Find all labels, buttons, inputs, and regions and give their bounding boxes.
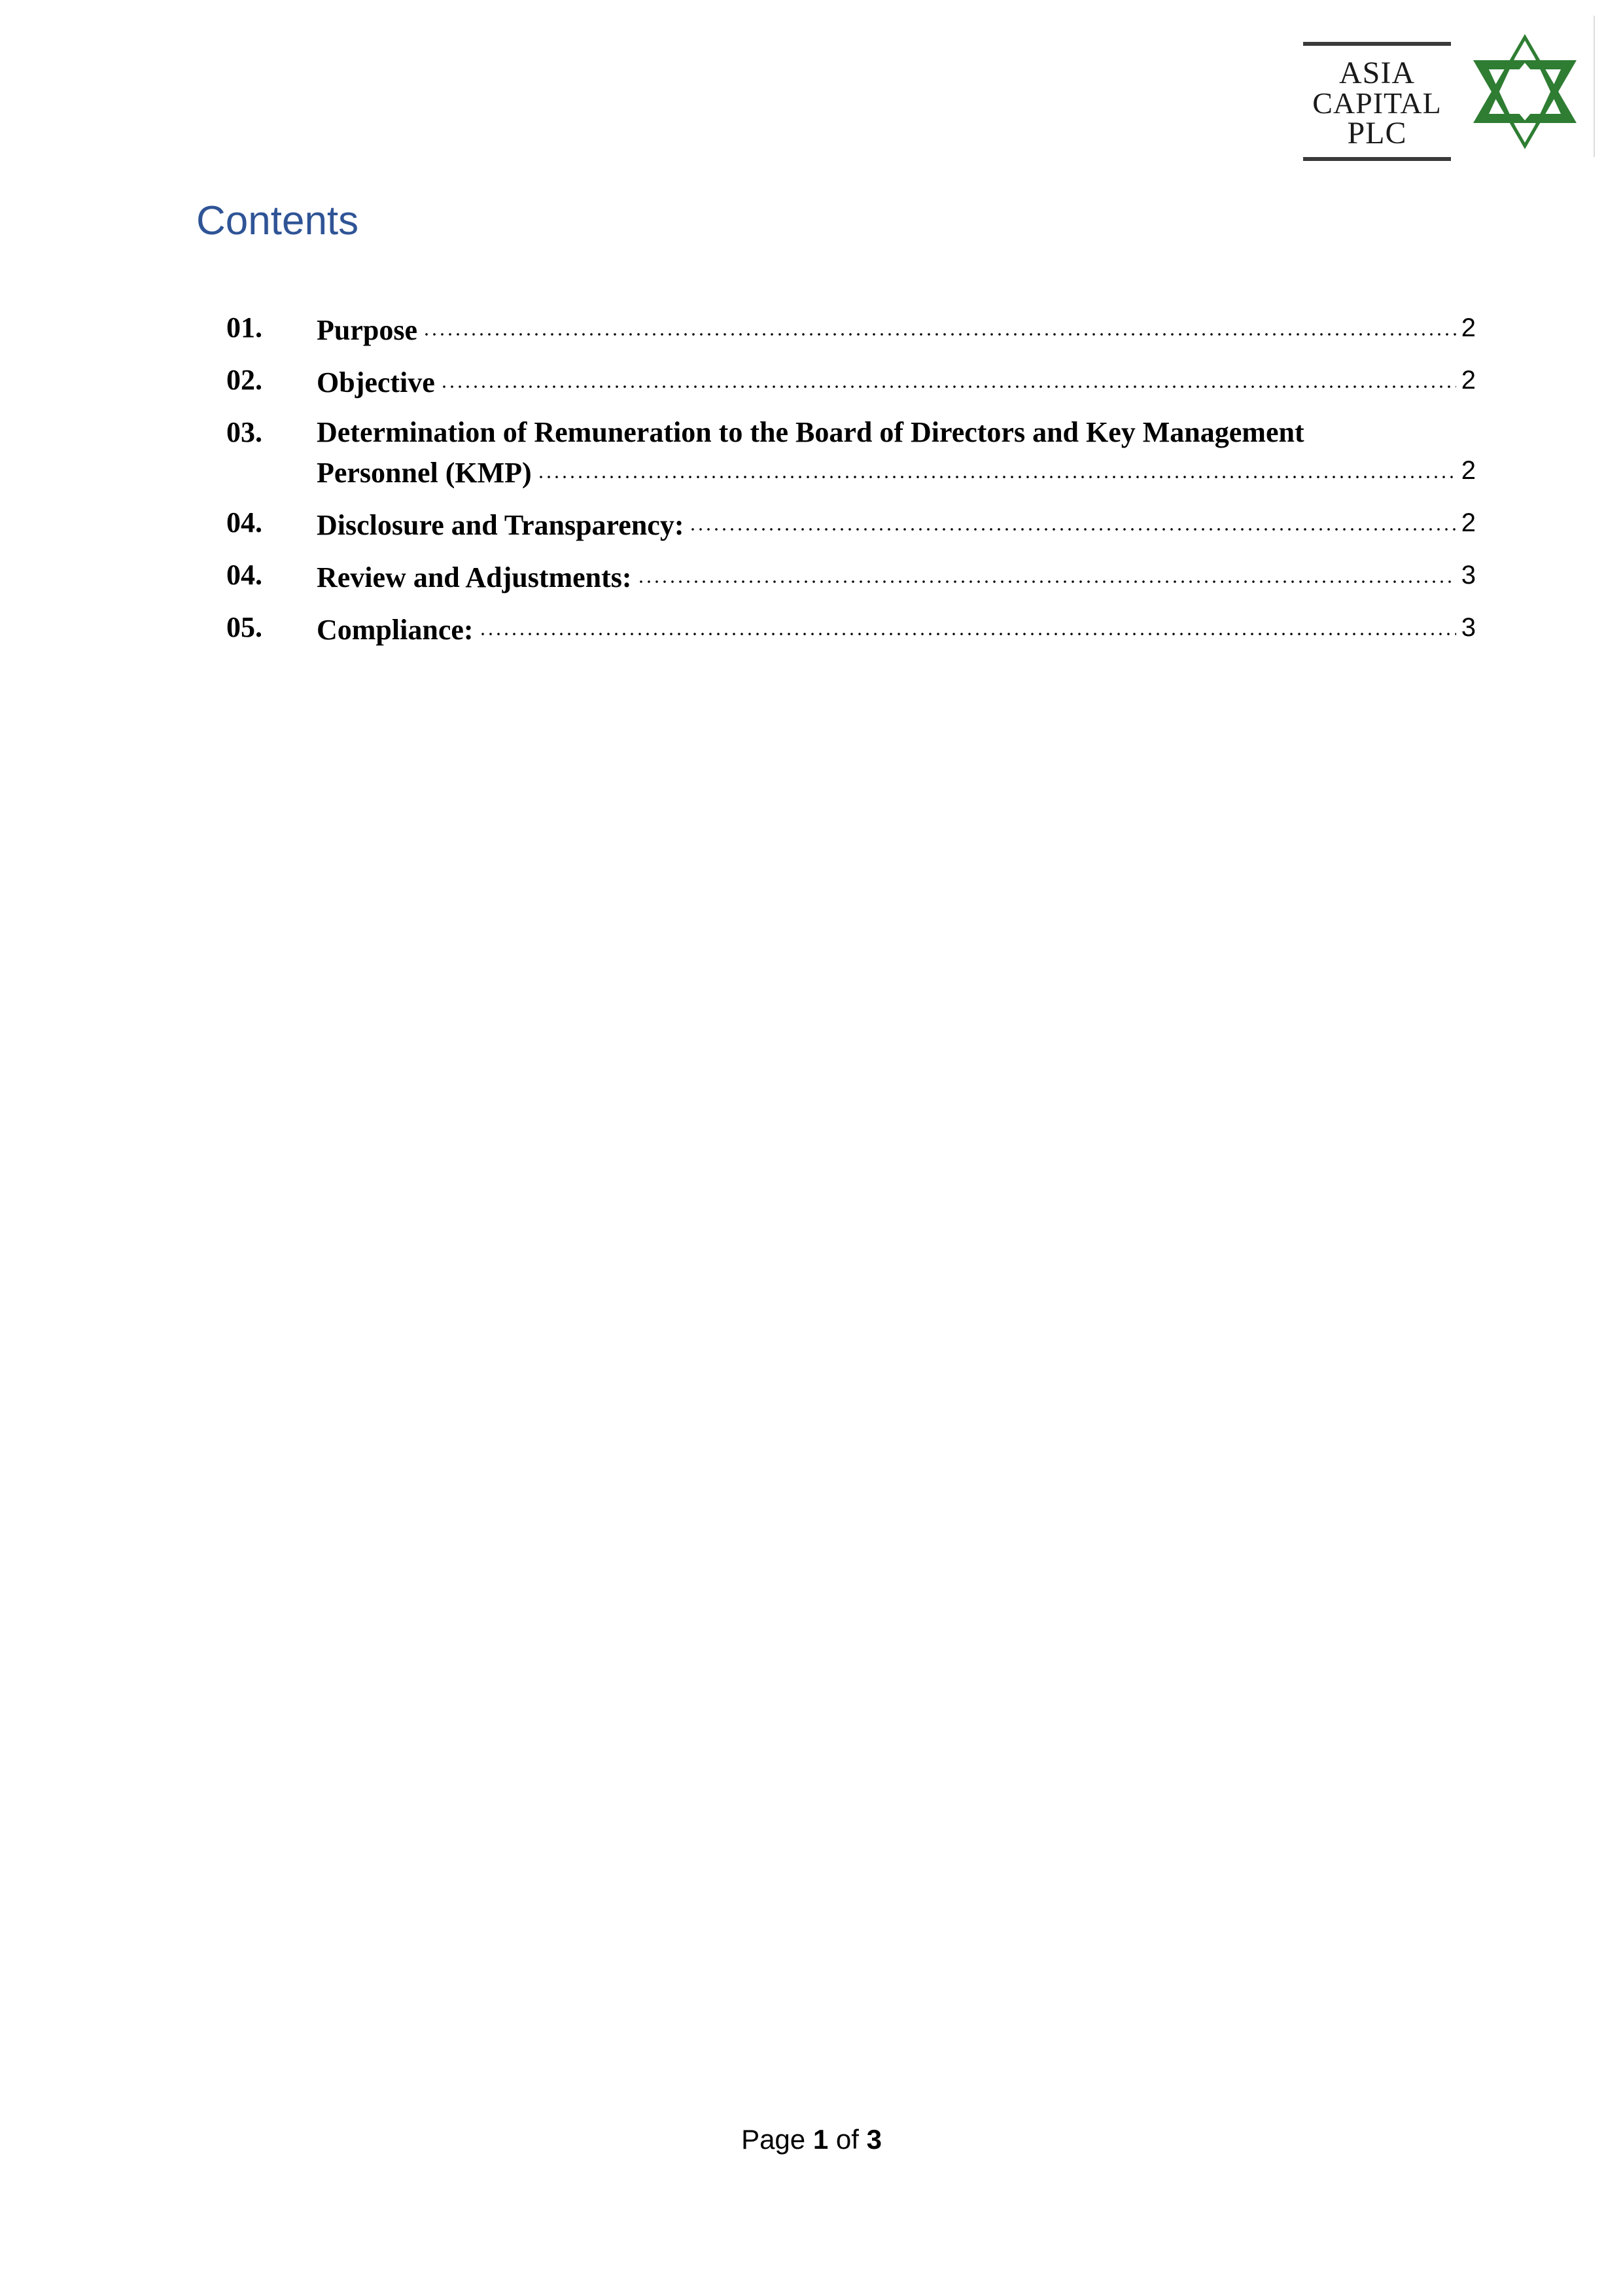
toc-entry-page[interactable]: 2 [1461,456,1476,485]
toc-entry-determination-of-remuneration[interactable] [226,414,1476,504]
toc-heading: Contents [196,198,359,243]
toc-leader-dots [537,474,1456,480]
toc-entry-compliance[interactable] [226,609,1476,661]
toc-entry-page[interactable]: 3 [1461,613,1476,642]
logo-frame-edge [1594,16,1595,157]
logo-bottom-rule [1303,157,1451,161]
toc-entry-page[interactable]: 2 [1461,508,1476,537]
logo-top-rule [1303,42,1451,46]
toc-entry-disclosure-and-transparency[interactable] [226,504,1476,556]
toc-leader-dots [423,331,1456,338]
toc-entry-row [317,309,1476,347]
page-footer [0,2121,1623,2158]
footer-current-page: 1 [812,2124,829,2155]
toc-entry-purpose[interactable] [226,309,1476,361]
toc-entry-number: 04. [226,559,262,591]
toc-entry-title[interactable]: Review and Adjustments: [317,561,637,594]
company-logo [1302,16,1596,157]
toc-entry-title[interactable]: Disclosure and Transparency: [317,508,689,542]
toc-entry-review-and-adjustments[interactable] [226,556,1476,609]
toc-leader-dots [479,631,1456,637]
toc-entry-row [317,556,1476,594]
six-point-star-logo-icon [1469,31,1580,152]
table-of-contents [226,309,1476,661]
toc-entry-number: 05. [226,611,262,643]
logo-text-line-2: CAPITAL [1312,86,1442,120]
toc-entry-row [317,361,1476,399]
logo-wordmark [1302,27,1452,160]
toc-entry-page[interactable]: 2 [1461,313,1476,342]
logo-text-line-3: PLC [1347,116,1407,150]
toc-entry-objective[interactable] [226,361,1476,414]
toc-entry-row [317,609,1476,646]
toc-leader-dots [689,526,1456,533]
toc-entry-title-line-1[interactable]: Determination of Remuneration to the Board of Directors and Key Management [317,416,1304,448]
toc-leader-dots [637,578,1456,585]
toc-entry-row [317,504,1476,542]
toc-entry-number: 04. [226,506,262,539]
toc-entry-title[interactable]: Objective [317,366,440,399]
toc-leader-dots [440,383,1456,390]
toc-entry-page[interactable]: 3 [1461,561,1476,590]
toc-entry-title[interactable]: Personnel (KMP) [317,456,537,489]
footer-page-prefix: Page [741,2124,806,2155]
toc-entry-number: 02. [226,364,262,396]
toc-entry-number: 03. [226,416,262,448]
logo-text-line-1: ASIA [1338,56,1415,90]
toc-entry-page[interactable]: 2 [1461,366,1476,395]
footer-total-pages: 3 [866,2124,882,2155]
toc-entry-title[interactable]: Purpose [317,313,423,347]
footer-separator: of [835,2124,859,2155]
toc-entry-title[interactable]: Compliance: [317,613,479,646]
toc-entry-row [317,451,1476,489]
toc-entry-number: 01. [226,311,262,344]
